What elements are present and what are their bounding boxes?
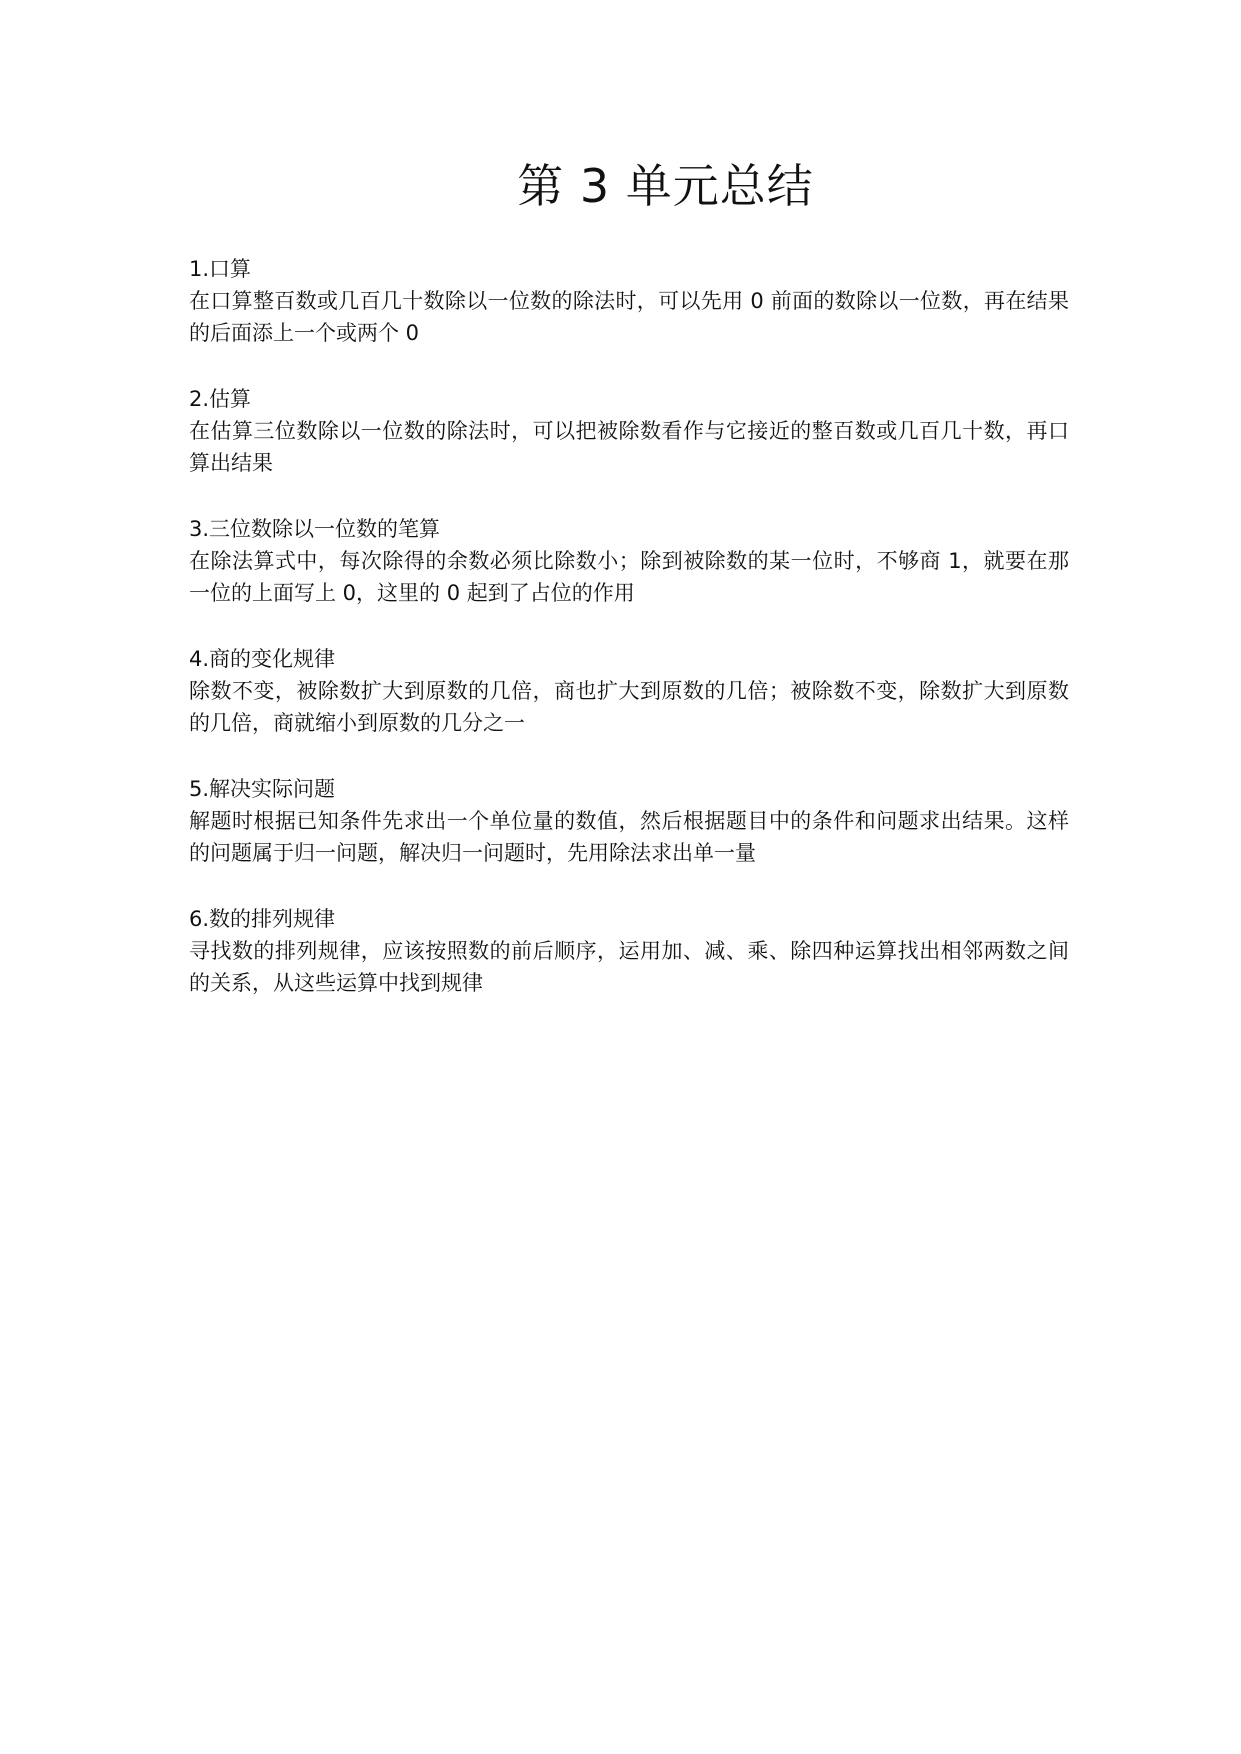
section-heading: 1.口算 bbox=[189, 257, 252, 281]
section-quotient-rules bbox=[189, 643, 1069, 739]
section-practical-problems bbox=[189, 773, 1069, 869]
section-body: 在口算整百数或几百几十数除以一位数的除法时，可以先用 0 前面的数除以一位数，再在结果的后面添上一个或两个 0 bbox=[189, 289, 1069, 345]
section-written-division bbox=[189, 513, 1069, 609]
section-oral-calculation bbox=[189, 253, 1069, 349]
section-number-patterns bbox=[189, 903, 1069, 999]
summary-sections bbox=[189, 253, 1069, 1033]
section-estimation bbox=[189, 383, 1069, 479]
section-heading: 4.商的变化规律 bbox=[189, 647, 336, 671]
section-heading: 5.解决实际问题 bbox=[189, 777, 336, 801]
section-body: 在除法算式中，每次除得的余数必须比除数小；除到被除数的某一位时，不够商 1，就要在那一位的上面写上 0，这里的 0 起到了占位的作用 bbox=[189, 549, 1069, 605]
section-body: 寻找数的排列规律，应该按照数的前后顺序，运用加、减、乘、除四种运算找出相邻两数之间的关系，从这些运算中找到规律 bbox=[189, 939, 1069, 995]
section-body: 解题时根据已知条件先求出一个单位量的数值，然后根据题目中的条件和问题求出结果。这样的问题属于归一问题，解决归一问题时，先用除法求出单一量 bbox=[189, 809, 1069, 865]
section-body: 在估算三位数除以一位数的除法时，可以把被除数看作与它接近的整百数或几百几十数，再口算出结果 bbox=[189, 419, 1069, 475]
section-heading: 6.数的排列规律 bbox=[189, 907, 336, 931]
section-heading: 3.三位数除以一位数的笔算 bbox=[189, 517, 441, 541]
section-heading: 2.估算 bbox=[189, 387, 252, 411]
section-body: 除数不变，被除数扩大到原数的几倍，商也扩大到原数的几倍；被除数不变，除数扩大到原数的几倍，商就缩小到原数的几分之一 bbox=[189, 679, 1069, 735]
page-title: 第 3 单元总结 bbox=[517, 159, 814, 213]
